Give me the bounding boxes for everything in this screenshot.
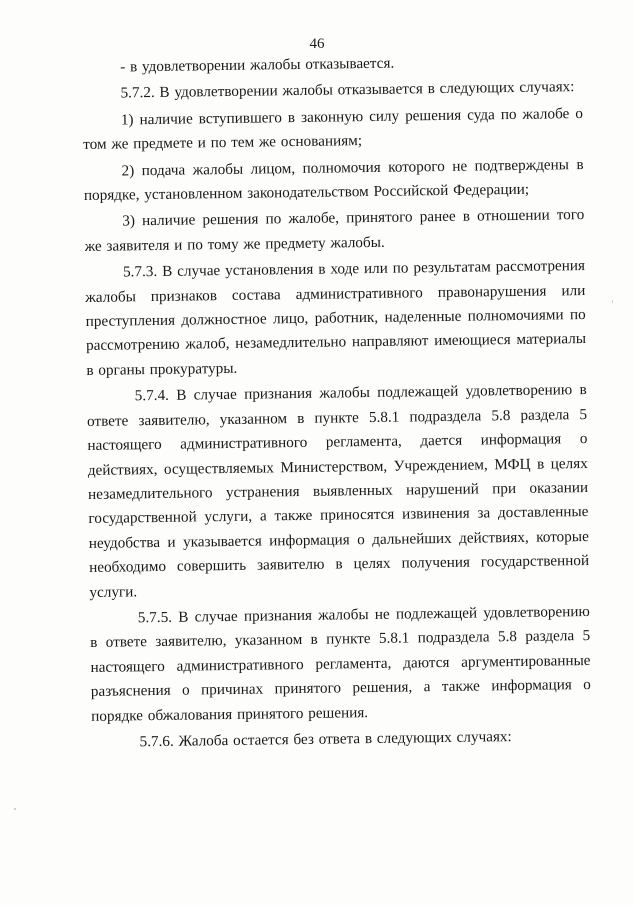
paragraph-5-7-6: 5.7.6. Жалоба остается без ответа в следующих случаях: <box>139 728 512 751</box>
scan-speck <box>14 808 16 810</box>
paragraph-5-7-5: 5.7.5. В случае признания жалобы не подлежащей удовлетворению в ответе заявителю, указанном в пункте 5.8.1 подраздела 5.8 раздела 5 настоящего административного регламента, даются аргументированные разъяснения о причинах принятого решения, а также информация о порядке обжалования принятого решения. <box>90 602 591 725</box>
paragraph-5-7-2: 5.7.2. В удовлетворении жалобы отказывается в следующих случаях: <box>120 78 575 102</box>
paragraph-item-2: 2) подача жалобы лицом, полномочия которого не подтверждены в порядке, установленном законодательством Российской Федерации; <box>83 155 584 205</box>
paragraph-5-7-3: 5.7.3. В случае установления в ходе или по результатам рассмотрения жалобы признаков состава административного правонарушения или преступления должностное лицо, работник, наделенные полномочиями по рассмотрению жалоб, незамедлительно направляют имеющиеся материалы в органы прокуратуры. <box>85 257 587 379</box>
paragraph-5-7-4: 5.7.4. В случае признания жалобы подлежащей удовлетворению в ответе заявителю, указанном в пункте 5.8.1 подраздела 5.8 раздела 5 настоящего административного регламента, дается информация о действиях, осуществляемых Министерством, Учреждением, МФЦ в целях незамедлительного устранения выявленных нарушений при оказании государственной услуги, а также приносятся извинения за доставленные неудобства и указывается информация о дальнейших действиях, которые необходимо совершить заявителю в целях получения государственной услуги. <box>86 381 590 601</box>
paragraph-item-1: 1) наличие вступившего в законную силу решения суда по жалобе о том же предмете и по тем же основаниям; <box>83 104 583 154</box>
scan-speck <box>612 300 613 303</box>
paragraph-item-3: 3) наличие решения по жалобе, принятого ранее в отношении того же заявителя и по тому же предмету жалобы. <box>84 206 585 255</box>
page-number: 46 <box>309 36 325 52</box>
document-body <box>82 49 592 755</box>
paragraph-refusal-line: - в удовлетворении жалобы отказывается. <box>120 54 395 76</box>
